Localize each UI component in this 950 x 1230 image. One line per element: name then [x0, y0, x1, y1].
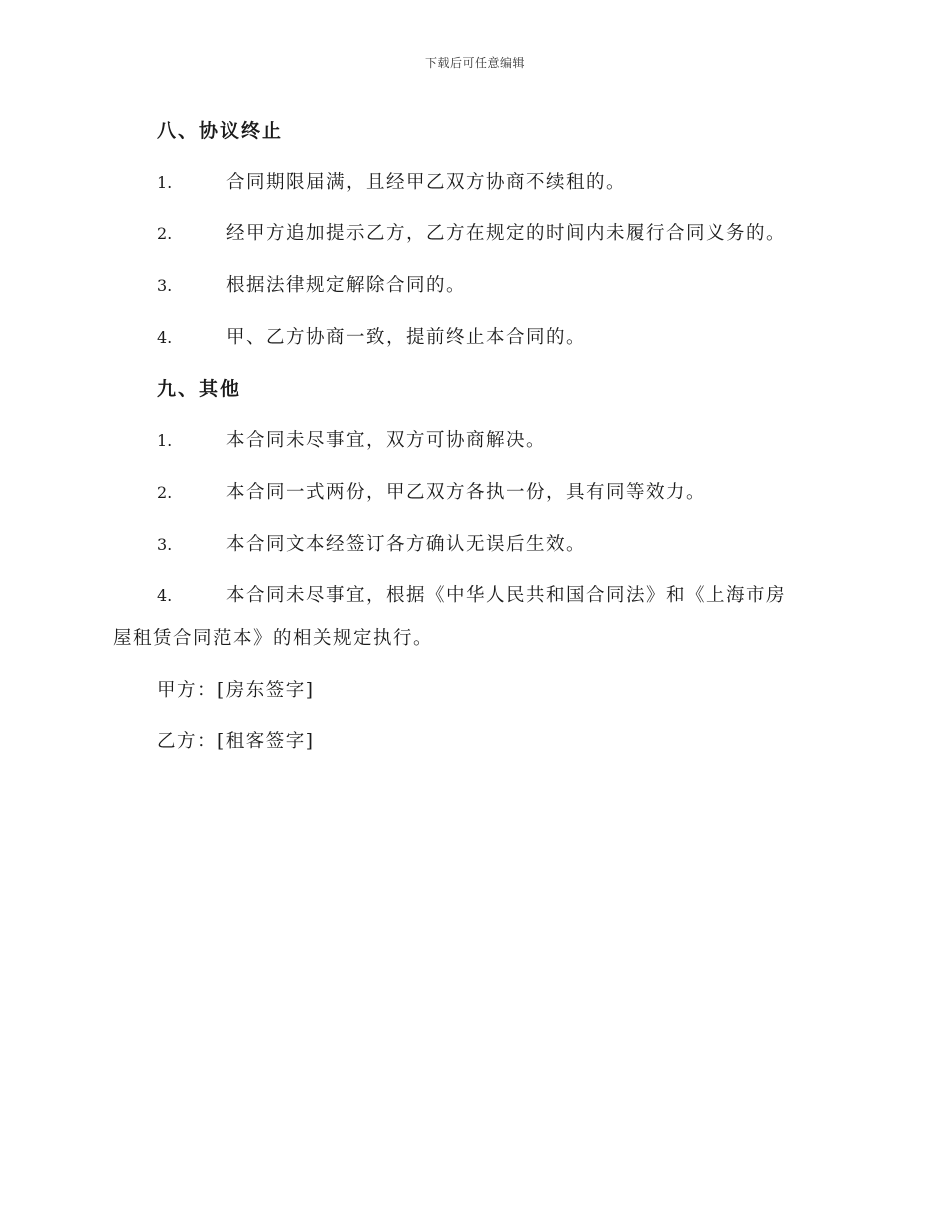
item-number: 3. [157, 276, 173, 295]
section-9-title: 九、其他 [157, 378, 242, 400]
section-9-item-4-continuation: 屋租赁合同范本》的相关规定执行。 [113, 628, 434, 649]
item-text: 合同期限届满，且经甲乙双方协商不续租的。 [226, 172, 627, 193]
section-8-item-2 [157, 219, 837, 245]
item-number: 2. [157, 483, 173, 502]
item-number: 3. [157, 535, 173, 554]
item-text: 本合同未尽事宜，根据《中华人民共和国合同法》和《上海市房 [226, 585, 787, 606]
item-number: 1. [157, 173, 173, 192]
section-9-item-4 [157, 581, 837, 607]
section-9-item-1 [157, 426, 837, 452]
item-text: 本合同文本经签订各方确认无误后生效。 [226, 534, 587, 555]
item-number: 1. [157, 431, 173, 450]
item-number: 2. [157, 224, 173, 243]
item-text: 经甲方追加提示乙方，乙方在规定的时间内未履行合同义务的。 [226, 223, 787, 244]
page-header: 下载后可任意编辑 [424, 56, 525, 70]
item-text: 本合同未尽事宜，双方可协商解决。 [226, 430, 547, 451]
item-text: 根据法律规定解除合同的。 [226, 275, 467, 296]
section-9-item-2 [157, 478, 837, 504]
item-text: 甲、乙方协商一致，提前终止本合同的。 [226, 327, 587, 348]
item-text: 本合同一式两份，甲乙双方各执一份，具有同等效力。 [226, 482, 707, 503]
section-9-item-3 [157, 530, 837, 556]
party-a-signature: 甲方：[房东签字] [157, 680, 315, 701]
section-8-item-4 [157, 323, 837, 349]
party-b-signature: 乙方：[租客签字] [157, 731, 315, 752]
section-8-item-3 [157, 271, 837, 297]
section-8-item-1 [157, 168, 837, 194]
item-number: 4. [157, 328, 173, 347]
section-8-title: 八、协议终止 [157, 120, 284, 142]
item-number: 4. [157, 586, 173, 605]
